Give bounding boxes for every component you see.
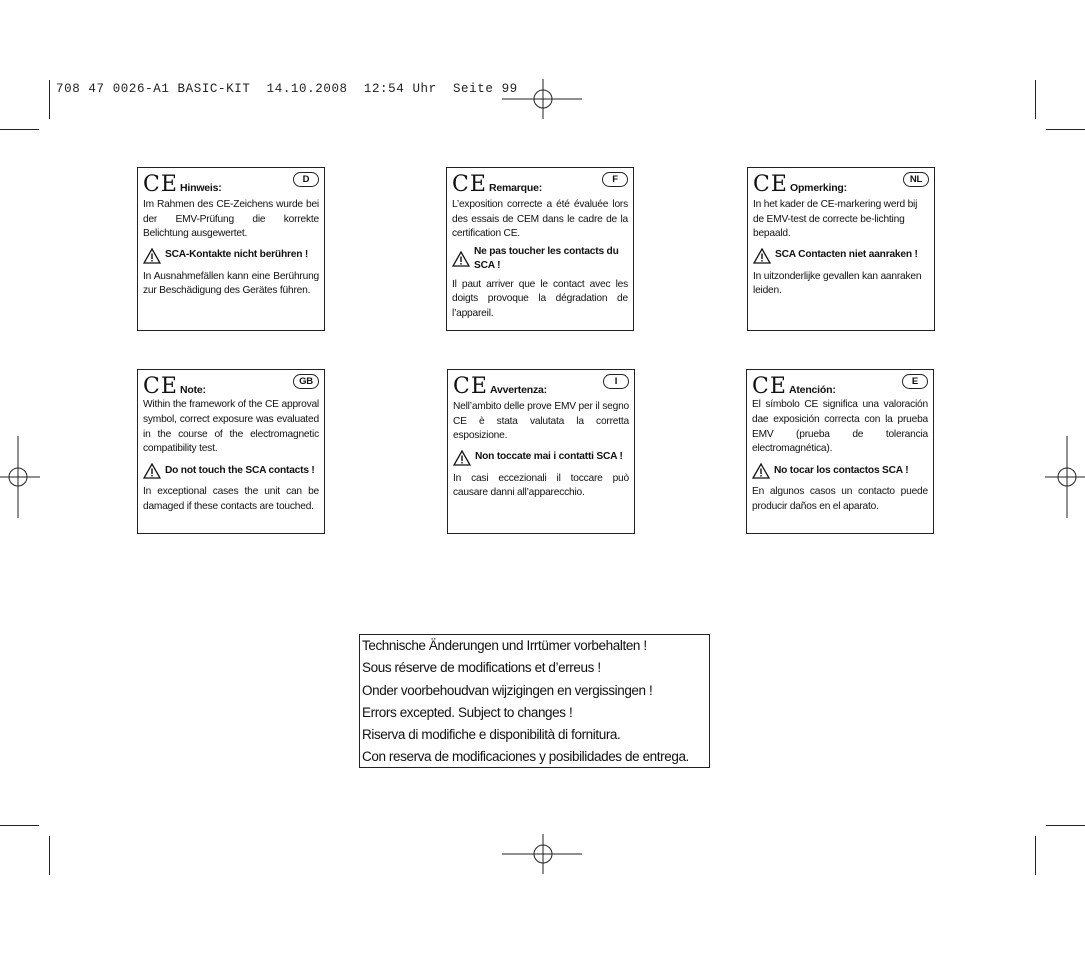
ce-mark-icon: CE [143,374,178,399]
warning-triangle-icon [752,463,770,479]
crop-mark-bottom-right-v [1035,836,1036,875]
registration-mark-left-icon [0,436,40,518]
warning-triangle-icon [143,463,161,479]
warning-line [143,461,319,480]
crop-mark-bottom-left-v [49,836,50,875]
notice-body: Within the framework of the CE approval symbol, correct exposure was evaluated in the course of the electromagnetic compatibility test. [143,399,319,455]
notice-footer: In exceptional cases the unit can be damaged if these contacts are touched. [143,486,319,512]
language-badge: I [603,374,629,389]
language-badge: E [902,374,928,389]
warning-text: Ne pas toucher les contacts du SCA ! [474,245,619,271]
notice-body: El símbolo CE significa una valoración dae exposición correcta con la prueba EMV (prueba de tolerancia electromagnética). [752,399,928,455]
ce-mark-icon: CE [452,172,487,197]
disclaimer-box [359,634,710,768]
notice-title: Hinweis: [180,182,222,194]
notice-title: Atención: [789,384,836,396]
disclaimer-line: Onder voorbehoudvan wijzigingen en vergissingen ! [362,682,653,698]
ce-mark-icon: CE [453,374,488,399]
notice-box-fr [446,167,634,331]
notice-footer: En algunos casos un contacto puede producir daños en el aparato. [752,486,928,512]
warning-line [752,461,928,480]
disclaimer-line: Sous réserve de modifications et d’erreus ! [362,660,601,676]
registration-mark-right-icon [1045,436,1085,518]
warning-text: No tocar los contactos SCA ! [774,464,909,476]
ce-mark-icon: CE [753,172,788,197]
notice-footer: In Ausnahmefällen kann eine Berührung zur Beschädigung des Gerätes führen. [143,270,319,297]
disclaimer-line: Errors excepted. Subject to changes ! [362,704,573,720]
notice-footer: In uitzonderlijke gevallen kan aanraken leiden. [753,270,922,297]
notice-title: Opmerking: [790,182,847,194]
warning-line [143,246,319,265]
disclaimer-line: Riserva di modifiche e disponibilità di fornitura. [362,727,621,743]
language-badge: D [293,172,319,187]
notice-title: Avvertenza: [490,384,547,396]
warning-text: SCA-Kontakte nicht berühren ! [165,249,309,261]
notice-box-de [137,167,325,331]
language-badge: F [602,172,628,187]
warning-triangle-icon [753,248,771,264]
disclaimer-line: Con reserva de modificaciones y posibilidades de entrega. [362,749,689,765]
language-badge: GB [293,374,319,389]
notice-body: In het kader de CE-markering werd bij de EMV-test de correcte be-lichting bepaald. [753,199,918,240]
crop-mark-top-left-v [49,80,50,119]
disclaimer-line: Technische Änderungen und Irrtümer vorbehalten ! [362,638,647,653]
ce-mark-icon: CE [752,374,787,399]
notice-box-nl [747,167,935,331]
warning-text: SCA Contacten niet aanraken ! [775,249,918,261]
notice-box-gb [137,369,325,534]
notice-body: Nell’ambito delle prove EMV per il segno CE è stata valutata la corretta esposizione. [453,401,629,442]
crop-mark-bottom-left-h [0,825,39,826]
warning-triangle-icon [143,248,161,264]
language-badge: NL [903,172,929,187]
ce-mark-icon: CE [143,172,178,197]
notice-footer: In casi eccezionali il toccare può causare danni all’apparecchio. [453,472,629,499]
warning-line [753,246,929,265]
warning-text: Do not touch the SCA contacts ! [165,464,315,476]
print-header: 708 47 0026-A1 BASIC-KIT 14.10.2008 12:54 Uhr Seite 99 [56,82,518,96]
notice-box-es [746,369,934,534]
notice-title: Note: [180,384,206,396]
notice-footer: Il paut arriver que le contact avec les doigts provoque la dégradation de l’appareil. [452,278,628,319]
crop-mark-bottom-right-h [1046,825,1085,826]
warning-text: Non toccate mai i contatti SCA ! [475,451,623,463]
notice-body: Im Rahmen des CE-Zeichens wurde bei der EMV-Prüfung die korrekte Belichtung ausgewertet. [143,199,319,240]
notice-title: Remarque: [489,182,543,194]
registration-mark-top-icon [502,79,584,119]
notice-body: L’exposition correcte a été évaluée lors des essais de CEM dans le cadre de la certification CE. [452,199,628,240]
crop-mark-top-left-h [0,129,39,130]
warning-triangle-icon [453,450,471,466]
crop-mark-top-right-v [1035,80,1036,119]
warning-line [452,245,628,273]
registration-mark-bottom-icon [502,834,584,874]
warning-line [453,448,629,467]
notice-box-it [447,369,635,534]
warning-triangle-icon [452,251,470,267]
crop-mark-top-right-h [1046,129,1085,130]
